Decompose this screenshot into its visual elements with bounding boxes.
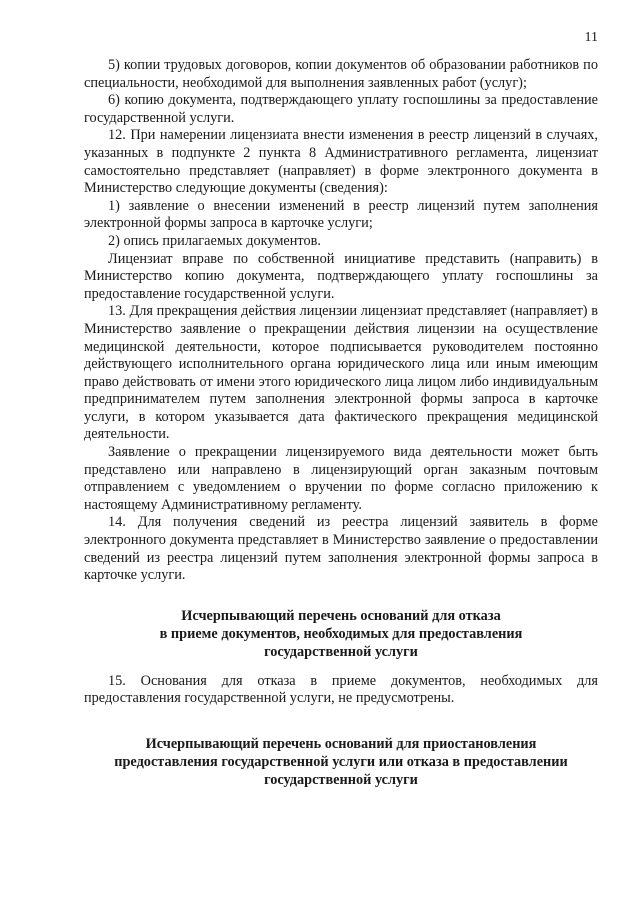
paragraph-12-item-2: 2) опись прилагаемых документов. <box>108 232 321 249</box>
paragraph-12-item-1: 1) заявление о внесении изменений в реестр лицензий путем заполнения электронной формы запроса в карточке услуги; <box>84 197 598 232</box>
page-number: 11 <box>584 30 598 45</box>
paragraph-15: 15. Основания для отказа в приеме документов, необходимых для предоставления государственной услуги, не предусмотрены. <box>84 672 598 707</box>
paragraph-13: 13. Для прекращения действия лицензии лицензиат представляет (направляет) в Министерство заявление о прекращении действия лицензии на осуществление медицинской деятельности, которое подписывается руководителем постоянно действующего исполнительного органа юридического лица или иным имеющим право действовать от имени этого юридического лица лицом либо индивидуальным предпринимателем путем заполнения электронной формы запроса в карточке услуги, в котором указывается дата фактического прекращения медицинской деятельности. <box>84 303 598 443</box>
paragraph-item-6: 6) копию документа, подтверждающего уплату госпошлины за предоставление государственной услуги. <box>84 92 598 126</box>
heading-line: Исчерпывающий перечень оснований для отказа <box>181 607 501 624</box>
paragraph-licensee-right: Лицензиат вправе по собственной инициативе представить (направить) в Министерство копию документа, подтверждающего уплату госпошлины за предоставление государственной услуги. <box>84 250 598 302</box>
paragraph-item-5: 5) копии трудовых договоров, копии документов об образовании работников по специальности, необходимой для выполнения заявленных работ (услуг); <box>84 57 598 91</box>
heading-line: в приеме документов, необходимых для предоставления <box>159 625 523 642</box>
paragraph-termination-mail: Заявление о прекращении лицензируемого вида деятельности может быть представлено или направлено в лицензирующий орган заказным почтовым отправлением с уведомлением о вручении по форме согласно приложению к настоящему Административному регламенту. <box>84 444 598 513</box>
paragraph-12: 12. При намерении лицензиата внести изменения в реестр лицензий в случаях, указанных в подпункте 2 пункта 8 Административного регламента, лицензиат самостоятельно представляет (направляет) в форме электронного документа в Министерство следующие документы (сведения): <box>84 127 598 197</box>
document-body <box>84 57 598 789</box>
section-heading-refusal <box>84 607 598 661</box>
heading-line: государственной услуги <box>264 772 418 788</box>
heading-line: Исчерпывающий перечень оснований для приостановления <box>145 736 537 752</box>
heading-line: предоставления государственной услуги или отказа в предоставлении <box>114 754 568 770</box>
heading-line: государственной услуги <box>264 643 418 660</box>
paragraph-14: 14. Для получения сведений из реестра лицензий заявитель в форме электронного документа представляет в Министерство заявление о предоставлении сведений из реестра лицензий путем заполнения электронной формы запроса в карточке услуги. <box>84 514 598 584</box>
section-heading-suspension <box>84 735 598 789</box>
